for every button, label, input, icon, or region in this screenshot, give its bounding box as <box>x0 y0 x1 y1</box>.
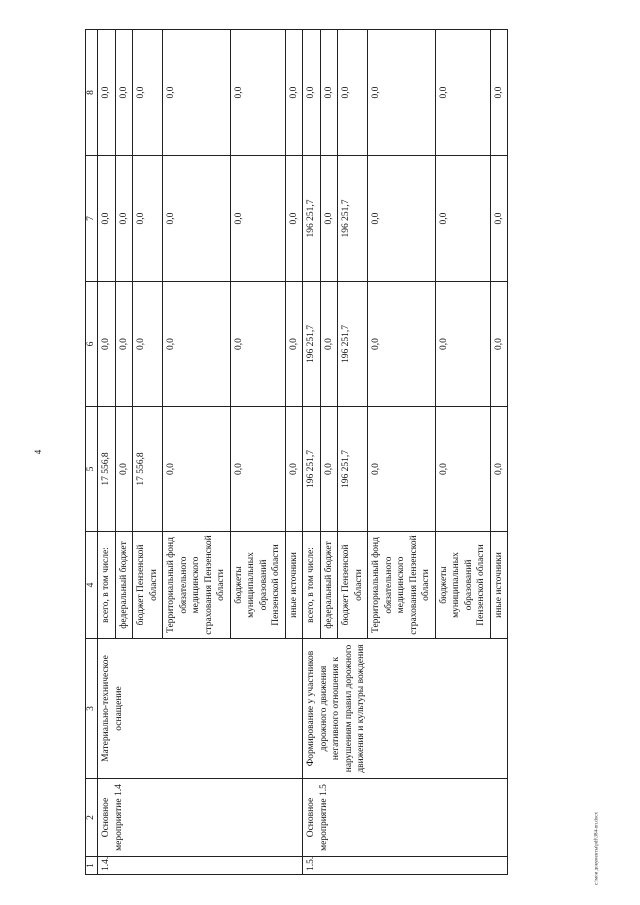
amount-cell: 17 556,8 <box>133 407 163 532</box>
header-cell: 4 <box>86 532 98 639</box>
amount-cell: 196 251,7 <box>338 282 368 407</box>
amount-cell: 0,0 <box>133 156 163 282</box>
measure-index: 1.5. <box>303 857 508 875</box>
amount-cell: 0,0 <box>320 407 338 532</box>
funding-source: иные источники <box>490 532 508 639</box>
amount-cell: 0,0 <box>115 282 133 407</box>
header-cell: 1 <box>86 857 98 875</box>
funding-source: бюджет Пензенской области <box>338 532 368 639</box>
amount-cell: 0,0 <box>490 156 508 282</box>
amount-cell: 0,0 <box>163 407 231 532</box>
rotated-table-container <box>85 30 586 875</box>
measure-description: Формирование у участников дорожного движения негативного отношения к нарушениям правил дорожного движения и культуры вождения <box>303 639 508 779</box>
amount-cell: 0,0 <box>435 30 490 156</box>
amount-cell: 0,0 <box>163 282 231 407</box>
amount-cell: 196 251,7 <box>303 407 321 532</box>
amount-cell: 0,0 <box>98 282 116 407</box>
amount-cell: 0,0 <box>320 156 338 282</box>
amount-cell: 0,0 <box>435 156 490 282</box>
amount-cell: 0,0 <box>338 30 368 156</box>
header-cell: 6 <box>86 282 98 407</box>
header-cell: 5 <box>86 407 98 532</box>
table-row <box>303 30 321 875</box>
amount-cell: 0,0 <box>368 282 436 407</box>
header-cell: 7 <box>86 156 98 282</box>
table-row <box>98 30 116 875</box>
amount-cell: 0,0 <box>368 407 436 532</box>
amount-cell: 17 556,8 <box>98 407 116 532</box>
header-row <box>86 30 98 875</box>
amount-cell: 0,0 <box>490 30 508 156</box>
amount-cell: 0,0 <box>98 30 116 156</box>
amount-cell: 0,0 <box>490 282 508 407</box>
amount-cell: 0,0 <box>163 156 231 282</box>
funding-source: бюджеты муниципальных образований Пензенской области <box>435 532 490 639</box>
amount-cell: 0,0 <box>230 407 285 532</box>
funding-source: иные источники <box>285 532 303 639</box>
amount-cell: 0,0 <box>285 30 303 156</box>
measure-index: 1.4. <box>98 857 303 875</box>
amount-cell: 0,0 <box>435 282 490 407</box>
amount-cell: 0,0 <box>435 407 490 532</box>
amount-cell: 0,0 <box>490 407 508 532</box>
amount-cell: 0,0 <box>320 30 338 156</box>
amount-cell: 0,0 <box>115 156 133 282</box>
header-cell: 3 <box>86 639 98 779</box>
amount-cell: 0,0 <box>133 30 163 156</box>
amount-cell: 0,0 <box>285 156 303 282</box>
amount-cell: 196 251,7 <box>303 282 321 407</box>
amount-cell: 0,0 <box>368 156 436 282</box>
page-number: 4 <box>33 449 43 455</box>
funding-source: Территориальный фонд обязательного медицинского страхования Пензенской области <box>368 532 436 639</box>
measure-name: Основное мероприятие 1.5 <box>303 779 508 857</box>
amount-cell: 0,0 <box>368 30 436 156</box>
measure-name: Основное мероприятие 1.4 <box>98 779 303 857</box>
funding-source: Территориальный фонд обязательного медицинского страхования Пензенской области <box>163 532 231 639</box>
funding-source: федеральный бюджет <box>320 532 338 639</box>
header-cell: 8 <box>86 30 98 156</box>
amount-cell: 0,0 <box>230 282 285 407</box>
header-cell: 2 <box>86 779 98 857</box>
measure-description: Материально-техническое оснащение <box>98 639 303 779</box>
amount-cell: 0,0 <box>230 156 285 282</box>
funding-source: всего, в том числе: <box>303 532 321 639</box>
amount-cell: 0,0 <box>320 282 338 407</box>
file-path-footer: c:\мои документы\pdf\384-пп.docx <box>594 812 600 885</box>
amount-cell: 196 251,7 <box>338 407 368 532</box>
funding-source: всего, в том числе: <box>98 532 116 639</box>
funding-source: бюджеты муниципальных образований Пензенской области <box>230 532 285 639</box>
amount-cell: 0,0 <box>303 30 321 156</box>
amount-cell: 0,0 <box>285 407 303 532</box>
amount-cell: 196 251,7 <box>338 156 368 282</box>
amount-cell: 0,0 <box>133 282 163 407</box>
amount-cell: 196 251,7 <box>303 156 321 282</box>
funding-source: бюджет Пензенской области <box>133 532 163 639</box>
funding-table <box>85 29 508 875</box>
amount-cell: 0,0 <box>98 156 116 282</box>
funding-source: федеральный бюджет <box>115 532 133 639</box>
amount-cell: 0,0 <box>115 407 133 532</box>
amount-cell: 0,0 <box>285 282 303 407</box>
amount-cell: 0,0 <box>163 30 231 156</box>
amount-cell: 0,0 <box>115 30 133 156</box>
amount-cell: 0,0 <box>230 30 285 156</box>
